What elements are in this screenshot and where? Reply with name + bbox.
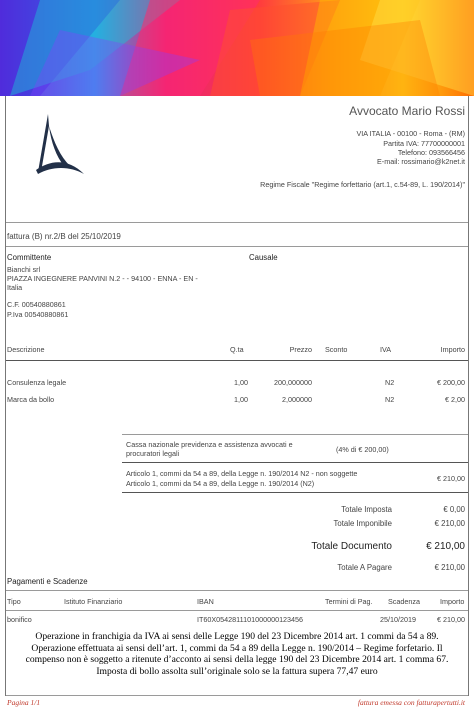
divider bbox=[6, 695, 468, 696]
pay-col-amount: Importo bbox=[440, 597, 465, 606]
divider bbox=[122, 434, 468, 435]
issuer-tax-regime: Regime Fiscale "Regime forfettario (art.1, c.54-89, L. 190/2014)" bbox=[260, 180, 465, 189]
item-description: Consulenza legale bbox=[7, 378, 67, 387]
notes-block bbox=[6, 631, 468, 677]
table-header-divider bbox=[6, 360, 468, 361]
pay-col-due: Scadenza bbox=[388, 597, 420, 606]
divider bbox=[122, 492, 468, 493]
legal-note-2: Articolo 1, commi da 54 a 89, della Legge n. 190/2014 (N2) bbox=[126, 479, 315, 488]
footer-page: Pagina 1/1 bbox=[7, 698, 41, 707]
triangle-swoosh-logo bbox=[34, 112, 86, 183]
legal-amount: € 210,00 bbox=[437, 474, 465, 483]
total-to-pay-label: Totale A Pagare bbox=[337, 563, 392, 572]
client-heading: Committente bbox=[7, 253, 52, 262]
pay-col-iban: IBAN bbox=[197, 597, 214, 606]
issuer-phone: Telefono: 093566456 bbox=[397, 148, 465, 157]
divider bbox=[6, 246, 468, 247]
divider bbox=[122, 462, 468, 463]
note-line: compenso non è soggetto a ritenute d’acconto ai sensi della legge 190 del 23 Dicembre 2014 art. 1 comma 67. bbox=[25, 654, 449, 666]
total-to-pay-value: € 210,00 bbox=[434, 563, 465, 572]
pay-type: bonifico bbox=[7, 615, 32, 624]
item-amount: € 2,00 bbox=[445, 395, 465, 404]
total-document-label: Totale Documento bbox=[311, 541, 392, 552]
pay-due: 25/10/2019 bbox=[380, 615, 416, 624]
client-name: Bianchi srl bbox=[7, 265, 41, 274]
payments-heading: Pagamenti e Scadenze bbox=[7, 577, 88, 586]
item-vat: N2 bbox=[385, 395, 395, 404]
pay-amount: € 210,00 bbox=[437, 615, 465, 624]
item-price: 2,000000 bbox=[282, 395, 312, 404]
frame-right-border bbox=[468, 96, 469, 696]
client-address: PIAZZA INGEGNERE PANVINI N.2 - - 94100 - ENNA - EN - bbox=[7, 274, 198, 283]
item-qty: 1,00 bbox=[234, 395, 248, 404]
note-line: Operazione effettuata ai sensi dell’art. 1, commi da 54 a 89 della Legge n. 190/2014 – Regime forfetario. Il bbox=[31, 642, 443, 654]
issuer-address: VIA ITALIA - 00100 - Roma - (RM) bbox=[356, 129, 465, 138]
causale-heading: Causale bbox=[249, 253, 278, 262]
cassa-label: Cassa nazionale previdenza e assistenza avvocati e bbox=[126, 440, 293, 449]
item-qty: 1,00 bbox=[234, 378, 248, 387]
pay-col-bank: Istituto Finanziario bbox=[64, 597, 123, 606]
total-taxable-value: € 210,00 bbox=[434, 519, 465, 528]
col-header-price: Prezzo bbox=[289, 345, 312, 354]
pay-iban: IT60X0542811101000000123456 bbox=[197, 615, 304, 624]
total-tax-label: Totale Imposta bbox=[341, 505, 392, 514]
cassa-label-2: procuratori legali bbox=[126, 449, 180, 458]
total-taxable-label: Totale Imponibile bbox=[333, 519, 392, 528]
col-header-qty: Q.ta bbox=[230, 345, 244, 354]
cassa-detail: (4% di € 200,00) bbox=[336, 445, 389, 454]
col-header-vat: IVA bbox=[380, 345, 392, 354]
total-tax-value: € 0,00 bbox=[443, 505, 465, 514]
item-price: 200,000000 bbox=[274, 378, 312, 387]
item-vat: N2 bbox=[385, 378, 395, 387]
divider bbox=[6, 222, 468, 223]
note-line: Imposta di bollo assolta sull’originale solo se la fattura supera 77,47 euro bbox=[96, 665, 378, 677]
item-amount: € 200,00 bbox=[437, 378, 465, 387]
frame-left-border bbox=[5, 96, 6, 696]
client-piva: P.Iva 00540880861 bbox=[7, 310, 69, 319]
invoice-title: fattura (B) nr.2/B del 25/10/2019 bbox=[7, 232, 121, 241]
col-header-description: Descrizione bbox=[7, 345, 45, 354]
issuer-email: E-mail: rossimario@k2net.it bbox=[377, 157, 465, 166]
divider bbox=[6, 610, 468, 611]
total-document-value: € 210,00 bbox=[426, 541, 465, 552]
col-header-discount: Sconto bbox=[325, 345, 348, 354]
pay-col-type: Tipo bbox=[7, 597, 21, 606]
issuer-name: Avvocato Mario Rossi bbox=[349, 104, 465, 118]
pay-col-terms: Termini di Pag. bbox=[325, 597, 373, 606]
client-cf: C.F. 00540880861 bbox=[7, 300, 66, 309]
header-banner bbox=[0, 0, 474, 96]
legal-note-1: Articolo 1, commi da 54 a 89, della Legge n. 190/2014 N2 - non soggette bbox=[126, 469, 358, 478]
col-header-amount: Importo bbox=[440, 345, 465, 354]
client-country: Italia bbox=[7, 283, 23, 292]
note-line: Operazione in franchigia da IVA ai sensi delle Legge 190 del 23 Dicembre 2014 art. 1 commi da 54 a 89. bbox=[35, 631, 439, 642]
footer-generator[interactable]: fattura emessa con fatturapertutti.it bbox=[357, 698, 465, 707]
issuer-vat: Partita IVA: 77700000001 bbox=[383, 139, 465, 148]
divider bbox=[6, 590, 468, 591]
item-description: Marca da bollo bbox=[7, 395, 55, 404]
